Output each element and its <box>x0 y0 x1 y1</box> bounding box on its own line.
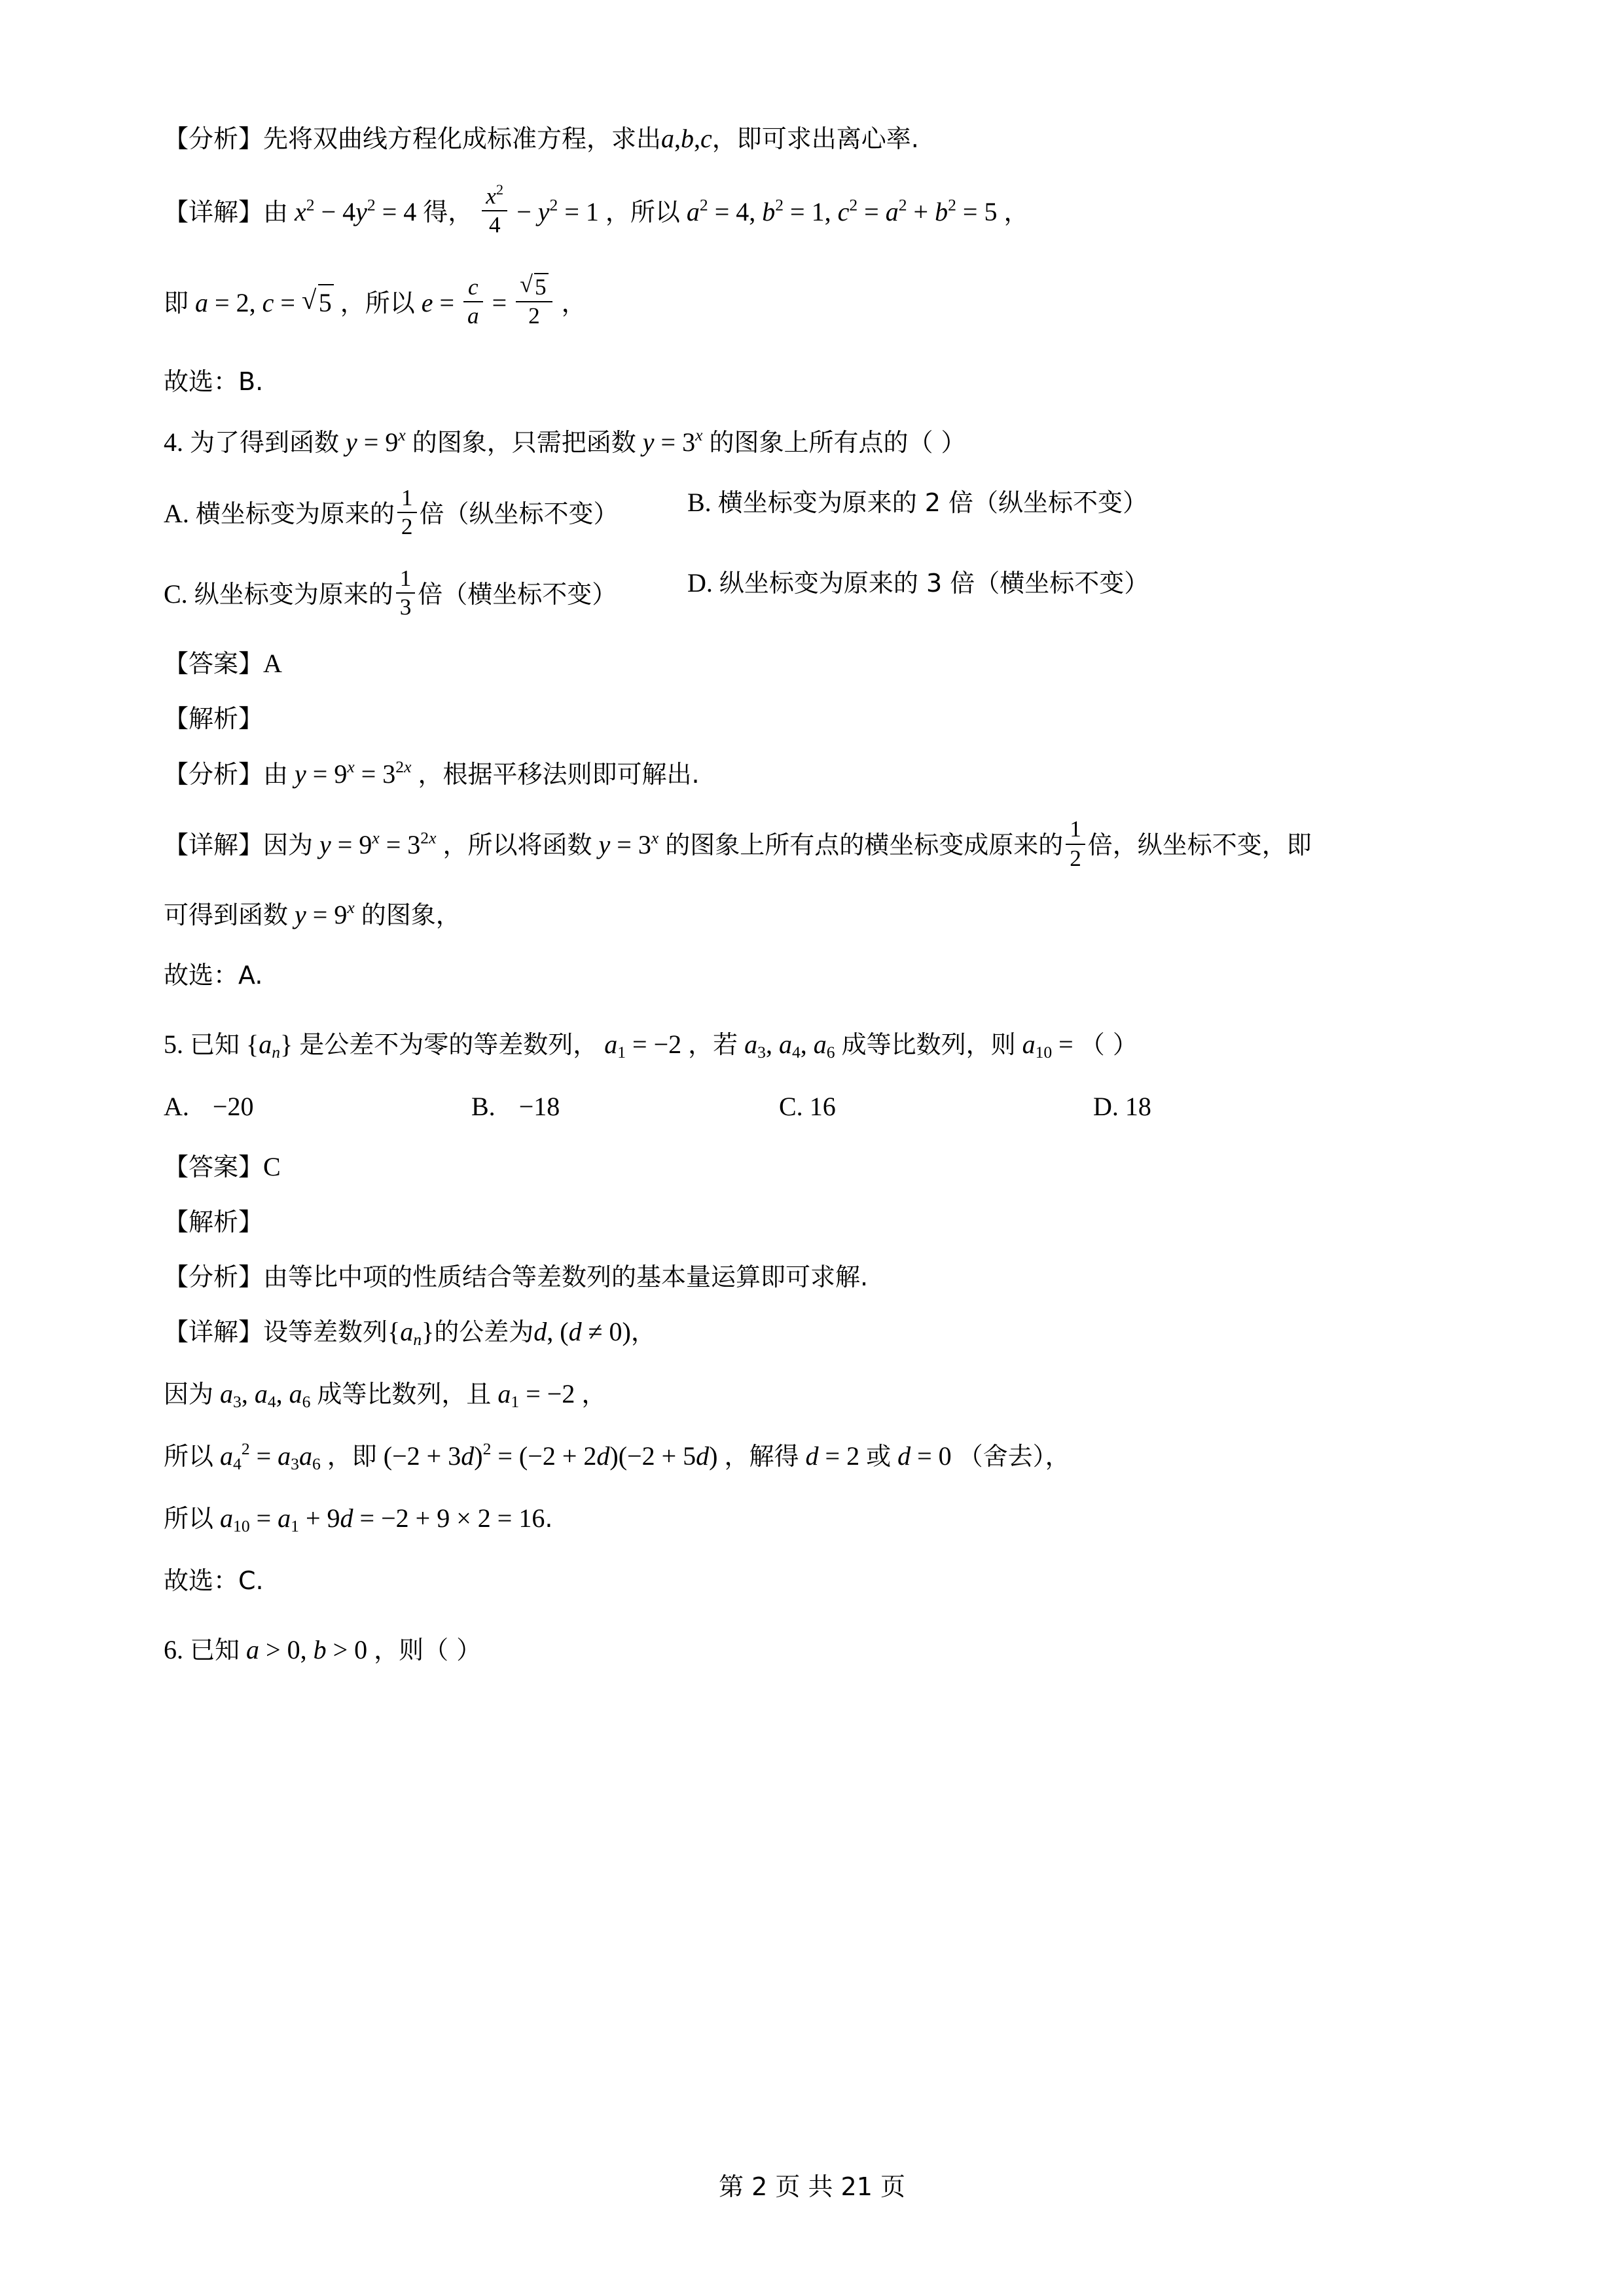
option-c[interactable]: C. 16 <box>779 1091 836 1121</box>
answer-value-5: C <box>263 1151 281 1181</box>
option-a[interactable] <box>164 485 687 541</box>
detail-fraction-half: $\frac{1}{2}$ <box>1066 816 1085 872</box>
analysis-label-5: 【分析】 <box>164 1262 264 1291</box>
question-5-line3: 所以 $a_4^2 = a_3a_6$ ，即 $(-2 + 3d)^2 = (-2 + 2d)(-2 + 5d)$ ，解得 d = 2 或 d = 0 （舍去）， <box>164 1439 1070 1474</box>
question-5-stem: 5. 已知 $\{a_n\}$ 是公差不为零的等差数列， $a_1 = -2$ ，若 $a_3$, $a_4$, $a_6$ 成等比数列，则 $a_{10}$ = （ ） <box>164 1030 1138 1062</box>
detail-text: 由 <box>263 198 289 227</box>
option-a[interactable]: A. −20 <box>164 1091 254 1121</box>
option-a-text-pre: 横坐标变为原来的 <box>195 499 395 528</box>
option-b[interactable]: B. −18 <box>471 1091 560 1121</box>
analysis-text-tail: ，即可求出离心率. <box>712 124 919 153</box>
question-4-stem: 4. 为了得到函数 y = 9$^x$ 的图象，只需把函数 y = 3$^x$ 的图象上所有点的（ ） <box>164 425 966 457</box>
fraction-x2-4: $\frac{x^2}{4}$ <box>482 181 507 239</box>
question-5-analysis: 【分析】由等比中项的性质结合等差数列的基本量运算即可求解. <box>164 1262 869 1291</box>
option-d-key: D. <box>687 567 713 598</box>
option-a-key: A. <box>164 498 189 528</box>
option-a-fraction: $\frac{1}{2}$ <box>397 485 417 541</box>
detail-label-4: 【详解】 <box>164 831 264 860</box>
question-4-options-row-2 <box>164 565 1460 621</box>
option-d[interactable]: D. 18 <box>1093 1091 1151 1121</box>
question-4-analysis: 【分析】由 $y = 9^x = 3^{2x}$ ，根据平移法则即可解出. <box>164 757 700 789</box>
question-4-detail-line2: 可得到函数 y = 9$^x$ 的图象， <box>164 898 461 930</box>
fraction-sqrt5-2: √ $\frac{5}{2}$ <box>516 273 552 330</box>
detail2-text-2: ，所以 <box>340 289 415 318</box>
detail-paragraph-2: 即 a = 2, c = √ 5 ，所以 e = $\frac{c}{a}$ = √ $\frac{5}{2}$ ， <box>164 273 1460 330</box>
option-a-text-post: 倍（纵坐标不变） <box>419 499 619 528</box>
detail-text-3: ，所以 <box>605 198 680 227</box>
question-4-number: 4. <box>164 427 183 457</box>
detail-text-2: 得， <box>423 198 473 227</box>
question-4-stem-post: 的图象上所有点的（ ） <box>709 427 966 457</box>
detail-paragraph: 【详解】由 $x^2 - 4y^2 = 4$ 得， $\frac{x^2}{4}$ − $y^2 = 1$ ，所以 $a^2 = 4$, $b^2 = 1$, $c^2 = a^2 + b^2 = 5$ ， <box>164 181 1029 238</box>
fraction-c-a: $\frac{c}{a}$ <box>463 274 483 330</box>
page-footer: 第 2 页 共 21 页 <box>719 2172 905 2201</box>
question-5-number: 5. <box>164 1030 183 1060</box>
analysis-text: 先将双曲线方程化成标准方程，求出 <box>263 124 662 153</box>
question-5-answer <box>164 1149 1460 1185</box>
question-5-line4: 所以 $a_{10} = a_1 + 9d = -2 + 9 \times 2 = 16$. <box>164 1503 553 1536</box>
option-b[interactable] <box>687 485 1147 541</box>
question-5-line2: 因为 $a_3$, $a_4$, $a_6$ 成等比数列，且 $a_1 = -2$ ， <box>164 1378 607 1411</box>
question-6-stem: 6. 已知 a > 0, b > 0 ，则（ ） <box>164 1634 482 1664</box>
answer-label-5: 【答案】 <box>164 1152 264 1181</box>
sqrt-5: √ 5 <box>302 284 334 321</box>
detail2-text-3: ， <box>561 289 586 318</box>
question-6-number: 6. <box>164 1634 183 1664</box>
analysis-label-4: 【分析】 <box>164 759 264 789</box>
question-4-answer <box>164 646 1460 681</box>
question-5-conclusion: 故选：C. <box>164 1566 264 1595</box>
option-b-key: B. <box>687 487 712 517</box>
detail2-text: 即 <box>164 289 189 318</box>
detail-label-5: 【详解】 <box>164 1317 264 1346</box>
question-4-explain-label: 【解析】 <box>164 704 264 733</box>
question-5-explain-label: 【解析】 <box>164 1207 264 1236</box>
option-c-fraction: $\frac{1}{3}$ <box>396 565 416 621</box>
option-d-text: 纵坐标变为原来的 3 倍（横坐标不变） <box>719 568 1149 598</box>
option-c-text-pre: 纵坐标变为原来的 <box>194 579 393 609</box>
option-d[interactable] <box>687 565 1149 621</box>
question-5-detail: 【详解】设等差数列$\{a_n\}$的公差为d, (d ≠ 0)， <box>164 1316 656 1350</box>
question-4-detail: 【详解】因为 $y = 9^x = 3^{2x}$ ，所以将函数 y = 3$^x$ 的图象上所有点的横坐标变成原来的 $\frac{1}{2}$ 倍，纵坐标不变，即 <box>164 816 1312 871</box>
question-4-stem-pre: 为了得到函数 <box>190 427 340 457</box>
option-c-text-post: 倍（横坐标不变） <box>418 579 617 609</box>
detail-text-4: ， <box>1003 198 1029 227</box>
conclusion-b: 故选：B. <box>164 367 264 396</box>
analysis-label: 【分析】 <box>164 124 264 153</box>
question-4-options-row-1 <box>164 485 1460 541</box>
question-4-stem-mid: 的图象，只需把函数 <box>412 427 636 457</box>
analysis-paragraph: 【分析】先将双曲线方程化成标准方程，求出a,b,c，即可求出离心率. <box>164 124 919 153</box>
answer-label-4: 【答案】 <box>164 649 264 678</box>
question-4-conclusion: 故选：A. <box>164 961 263 990</box>
question-5-options <box>164 1089 1460 1124</box>
detail-label: 【详解】 <box>164 198 264 227</box>
option-b-text: 横坐标变为原来的 2 倍（纵坐标不变） <box>717 488 1148 517</box>
option-c-key: C. <box>164 579 188 609</box>
option-c[interactable] <box>164 565 687 621</box>
answer-value-4: A <box>263 648 282 678</box>
